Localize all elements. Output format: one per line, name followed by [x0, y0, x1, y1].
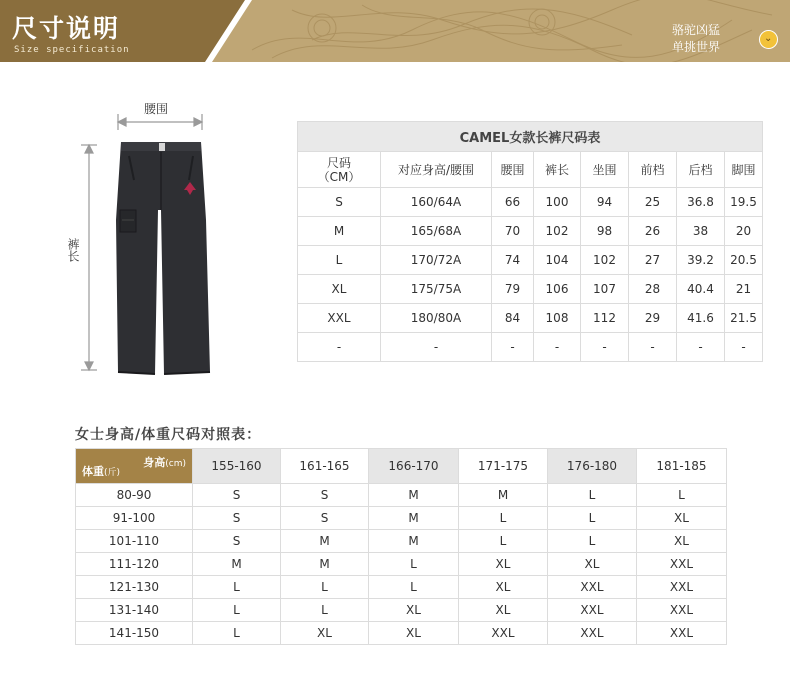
corner-height-label: 身高(cm): [143, 456, 186, 469]
hw-weight-cell: 80-90: [76, 484, 193, 507]
hw-weight-cell: 111-120: [76, 553, 193, 576]
size-cell: 112: [581, 304, 629, 333]
size-cell: 108: [534, 304, 581, 333]
hw-row: [76, 622, 727, 645]
size-cell: 100: [534, 188, 581, 217]
size-cell: 39.2: [677, 246, 725, 275]
hw-size-cell: XL: [459, 576, 548, 599]
size-cell: -: [629, 333, 677, 362]
hw-size-cell: XXL: [548, 599, 637, 622]
size-cell: -: [677, 333, 725, 362]
size-cell: -: [725, 333, 763, 362]
hw-size-cell: XXL: [637, 553, 727, 576]
size-cell: XXL: [298, 304, 381, 333]
hw-size-cell: XXL: [548, 576, 637, 599]
size-cell: 66: [492, 188, 534, 217]
hw-size-cell: S: [193, 484, 281, 507]
badge[interactable]: [759, 30, 778, 49]
hw-size-cell: L: [548, 530, 637, 553]
hw-row: [76, 530, 727, 553]
hw-size-cell: S: [193, 507, 281, 530]
header-size-line: 尺码: [326, 155, 351, 170]
size-chart-header-row: [298, 152, 763, 188]
hw-size-cell: XXL: [637, 599, 727, 622]
hw-height-header: 155-160: [193, 449, 281, 484]
hw-size-cell: XL: [637, 507, 727, 530]
size-row: [298, 246, 763, 275]
hw-size-cell: L: [281, 599, 369, 622]
size-cell: 170/72A: [381, 246, 492, 275]
hw-height-header: 171-175: [459, 449, 548, 484]
hw-size-cell: S: [281, 507, 369, 530]
hw-size-cell: XL: [548, 553, 637, 576]
size-cell: 20: [725, 217, 763, 246]
header-front-rise: 前档: [629, 152, 677, 188]
hw-size-cell: L: [459, 507, 548, 530]
size-cell: 94: [581, 188, 629, 217]
section-title: 女士身高/体重尺码对照表：: [75, 427, 262, 443]
hw-weight-cell: 101-110: [76, 530, 193, 553]
size-cell: -: [534, 333, 581, 362]
size-row: [298, 217, 763, 246]
header-size-line: （CM）: [317, 169, 361, 184]
hw-weight-cell: 141-150: [76, 622, 193, 645]
size-cell: 102: [534, 217, 581, 246]
hw-size-cell: S: [281, 484, 369, 507]
size-chart-title: CAMEL女款长裤尺码表: [298, 122, 763, 152]
length-label: 裤长: [66, 238, 80, 262]
size-cell: 41.6: [677, 304, 725, 333]
header-length: 裤长: [534, 152, 581, 188]
hw-size-cell: S: [193, 530, 281, 553]
header-back-rise: 后档: [677, 152, 725, 188]
size-cell: 98: [581, 217, 629, 246]
header-size: [298, 152, 381, 188]
size-cell: 70: [492, 217, 534, 246]
slogan: [672, 22, 720, 56]
pants-illustration: [0, 100, 240, 400]
hw-size-cell: M: [193, 553, 281, 576]
hw-size-cell: L: [459, 530, 548, 553]
size-cell: 20.5: [725, 246, 763, 275]
hw-size-cell: L: [637, 484, 727, 507]
waist-label: 腰围: [144, 102, 169, 116]
size-row: [298, 333, 763, 362]
size-cell: 26: [629, 217, 677, 246]
hw-weight-cell: 91-100: [76, 507, 193, 530]
hw-size-cell: L: [369, 553, 459, 576]
size-cell: XL: [298, 275, 381, 304]
size-cell: 25: [629, 188, 677, 217]
height-weight-table: [75, 448, 727, 645]
hw-size-cell: M: [281, 553, 369, 576]
header-banner: [0, 0, 790, 62]
hw-size-cell: L: [281, 576, 369, 599]
chevron-down-icon: ⌄: [764, 33, 773, 44]
page-subtitle: Size specification: [14, 45, 130, 55]
slogan-line-2: 单挑世界: [672, 40, 721, 54]
hw-height-header: 166-170: [369, 449, 459, 484]
hw-size-cell: M: [281, 530, 369, 553]
size-cell: 107: [581, 275, 629, 304]
size-cell: 38: [677, 217, 725, 246]
size-cell: 74: [492, 246, 534, 275]
hw-row: [76, 576, 727, 599]
header-waist: 腰围: [492, 152, 534, 188]
size-cell: S: [298, 188, 381, 217]
size-row: [298, 304, 763, 333]
slogan-line-1: 骆驼凶猛: [672, 23, 721, 37]
size-cell: 165/68A: [381, 217, 492, 246]
hw-size-cell: XXL: [637, 622, 727, 645]
page-title: 尺寸说明: [12, 14, 121, 43]
size-cell: M: [298, 217, 381, 246]
hw-size-cell: L: [193, 576, 281, 599]
hw-size-cell: M: [369, 530, 459, 553]
hw-size-cell: XL: [281, 622, 369, 645]
size-cell: 102: [581, 246, 629, 275]
hw-row: [76, 553, 727, 576]
hw-corner-cell: [76, 449, 193, 484]
size-cell: 160/64A: [381, 188, 492, 217]
size-cell: 29: [629, 304, 677, 333]
size-cell: 40.4: [677, 275, 725, 304]
hw-row: [76, 507, 727, 530]
hw-size-cell: L: [193, 599, 281, 622]
hw-row: [76, 599, 727, 622]
hw-size-cell: L: [548, 484, 637, 507]
hw-weight-cell: 131-140: [76, 599, 193, 622]
corner-weight-label: 体重(斤): [82, 465, 121, 478]
header-height-waist: 对应身高/腰围: [381, 152, 492, 188]
hw-size-cell: M: [369, 507, 459, 530]
hw-height-header: 161-165: [281, 449, 369, 484]
hw-height-header: 181-185: [637, 449, 727, 484]
size-cell: 175/75A: [381, 275, 492, 304]
hw-size-cell: XL: [369, 599, 459, 622]
size-row: [298, 188, 763, 217]
size-cell: 21: [725, 275, 763, 304]
size-cell: 21.5: [725, 304, 763, 333]
size-cell: L: [298, 246, 381, 275]
hw-size-cell: XL: [459, 553, 548, 576]
size-cell: 104: [534, 246, 581, 275]
size-cell: 84: [492, 304, 534, 333]
header-leg-opening: 脚围: [725, 152, 763, 188]
size-cell: -: [492, 333, 534, 362]
hw-size-cell: L: [369, 576, 459, 599]
hw-row: [76, 484, 727, 507]
size-chart-table: [297, 121, 763, 362]
hw-height-header: 176-180: [548, 449, 637, 484]
hw-size-cell: XL: [459, 599, 548, 622]
hw-header-row: [76, 449, 727, 484]
hw-size-cell: XXL: [548, 622, 637, 645]
size-cell: 19.5: [725, 188, 763, 217]
size-cell: 180/80A: [381, 304, 492, 333]
size-cell: -: [581, 333, 629, 362]
hw-size-cell: XXL: [459, 622, 548, 645]
hw-size-cell: L: [193, 622, 281, 645]
size-cell: 28: [629, 275, 677, 304]
size-cell: -: [381, 333, 492, 362]
size-row: [298, 275, 763, 304]
header-hip: 坐围: [581, 152, 629, 188]
size-cell: 79: [492, 275, 534, 304]
size-cell: 36.8: [677, 188, 725, 217]
size-cell: -: [298, 333, 381, 362]
size-cell: 27: [629, 246, 677, 275]
hw-size-cell: XL: [637, 530, 727, 553]
hw-size-cell: L: [548, 507, 637, 530]
hw-size-cell: XXL: [637, 576, 727, 599]
size-cell: 106: [534, 275, 581, 304]
hw-size-cell: M: [459, 484, 548, 507]
hw-size-cell: M: [369, 484, 459, 507]
hw-size-cell: XL: [369, 622, 459, 645]
hw-weight-cell: 121-130: [76, 576, 193, 599]
